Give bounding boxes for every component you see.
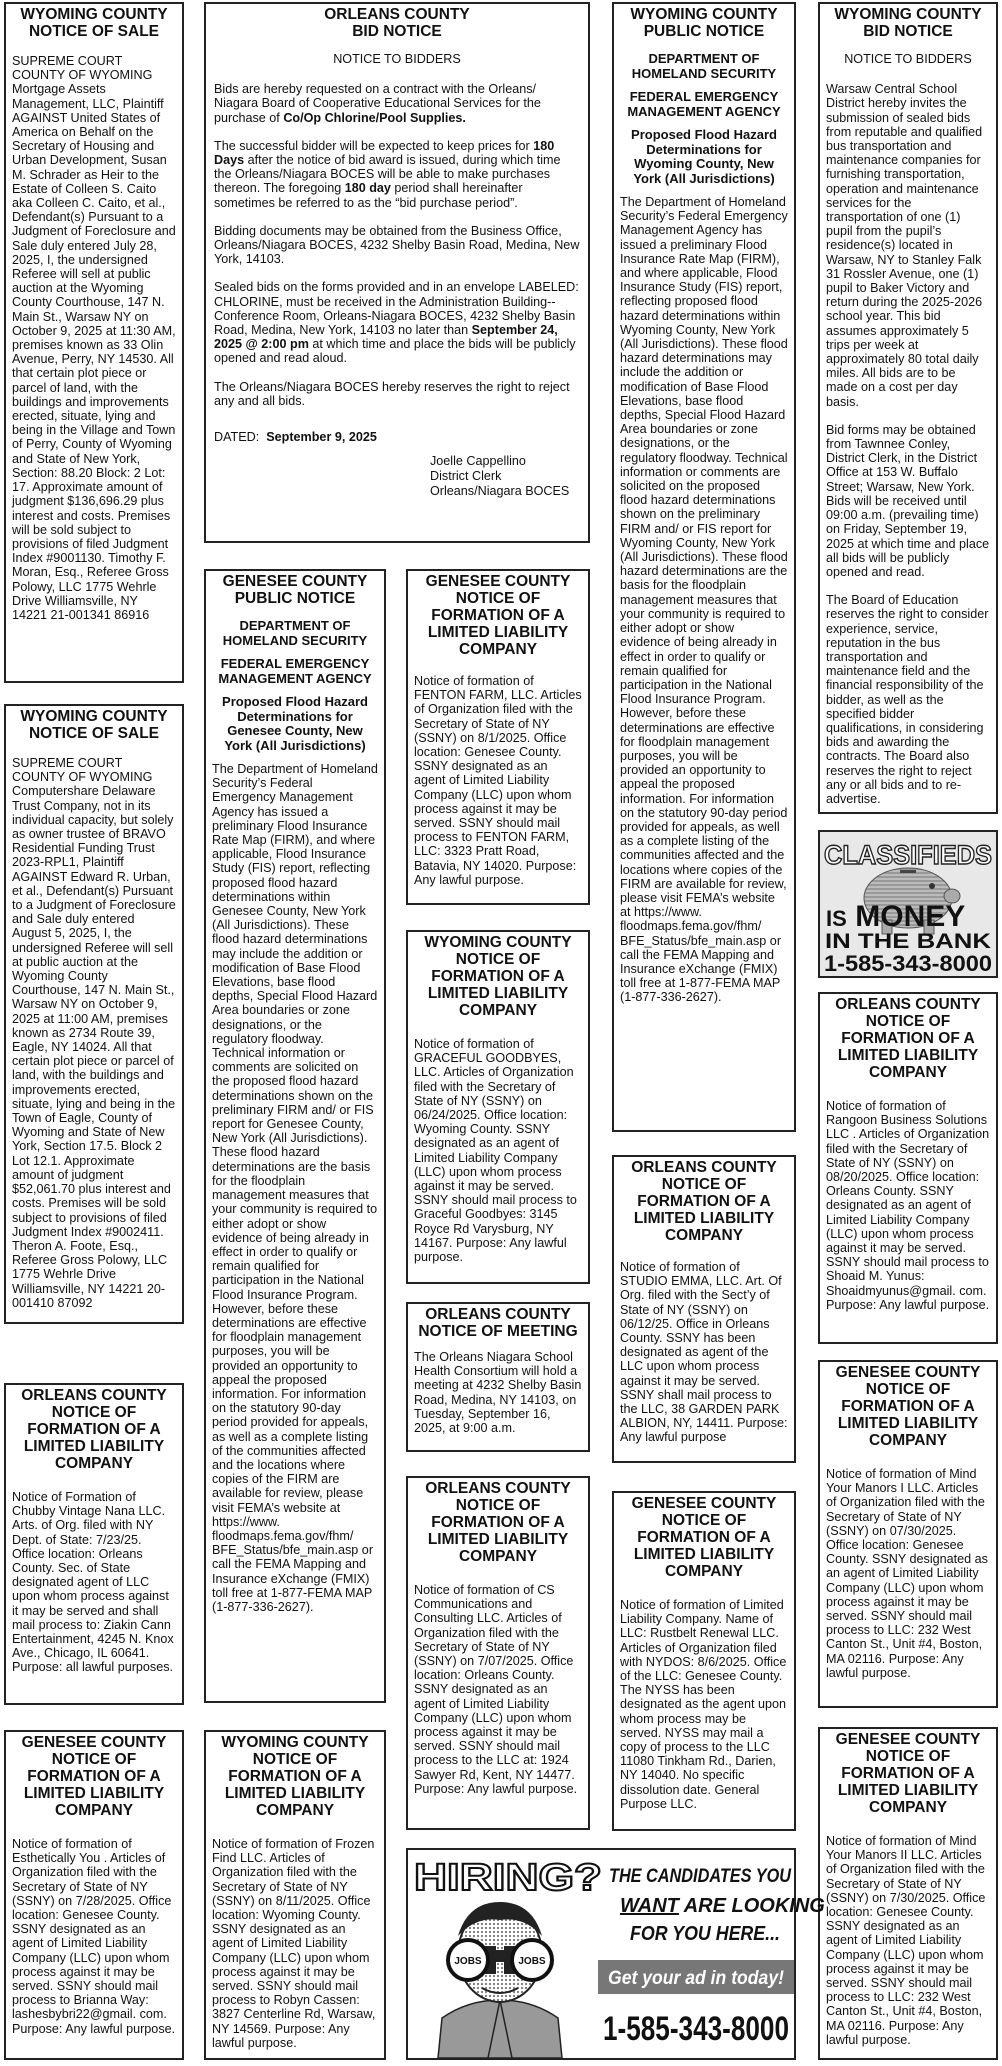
agency-subheading: FEDERAL EMERGENCY MANAGEMENT AGENCY <box>218 656 372 686</box>
notice-title: WYOMING COUNTY NOTICE OF SALE <box>20 6 168 40</box>
notice-body: The Orleans Niagara School Health Consortium will hold a meeting at 4232 Shelby Basin Road, Medina, NY 14103, on Tuesday, September 16, 2025, at 9:00 a.m. <box>414 1350 582 1436</box>
paragraph-1: Warsaw Central School District hereby invites the submission of sealed bids from reputable and qualified bus transportation and maintenance companies for furnishing transportation, operation and maintenance services for the transportation of one (1) pupil from the pupil’s residence(s) located in Warsaw, NY to Stanley Falk 31 Rossler Avenue, one (1) pupil to Baker Victory and return during the 2025-2026 school year. This bid assumes approximately 5 trips per week at approximately 80 total daily miles. All bids are to be made on a cost per day basis. <box>826 82 983 409</box>
tagline-line-3: FOR YOU HERE... <box>630 1923 780 1945</box>
notice-body: The Department of Homeland Security’s Federal Emergency Management Agency has issued a preliminary Flood Insurance Rate Map (FIRM), and where applicable, Flood Insurance Study (FIS) report, reflecting proposed flood hazard determinations within Genesee County, New York (All Jurisdictions). These flood hazard determinations may include the addition or modification of Base Flood Elevations, base flood depths, Special Flood Hazard Area boundaries or zone designations, or the regulatory floodway. Technical information or comments are solicited on the proposed flood hazard determinations shown on the preliminary FIRM and/ or FIS report for Genesee County, New York (All Jurisdictions). These flood hazard determinations are the basis for the floodplain management measures that your community is required to either adopt or show evidence of being already in effect in order to qualify or remain qualified for participation in the National Flood Insurance Program. However, before these determinations are effective for floodplain management purposes, you will be provided an opportunity to appeal the proposed information. For information on the statutory 90-day period provided for appeals, as well as a complete listing of the communities affected and the locations where copies of the FIRM are available for review, please visit FEMA’s website at https://www. floodmaps.fema.gov/fhm/ BFE_Status/bfe_main.asp or call the FEMA Mapping and Insurance eXchange (FMIX) toll free at 1-877-FEMA MAP (1-877-336-2627). <box>212 762 378 1614</box>
notice-body: Notice of formation of CS Communications and Consulting LLC. Articles of Organization filed with the Secretary of State of NY (SSNY) on 7/07/2025. Office location: Orleans County. SSNY designated as an agent of Limited Liability Company (LLC) upon whom process against it may be served. SSNY should mail process to the LLC at: 1924 Sawyer Rd, Kent, NY 14477. Purpose: Any lawful purpose. <box>414 1583 578 1796</box>
notice-title: ORLEANS COUNTY NOTICE OF FORMATION OF A LIMITED LIABILITY COMPANY <box>631 1159 777 1244</box>
notice-title: WYOMING COUNTY BID NOTICE <box>834 6 982 40</box>
notice-subject: Proposed Flood Hazard Determinations for Wyoming County, New York (All Jurisdictions) <box>631 127 777 186</box>
notice-body: Notice of formation of GRACEFUL GOODBYES, LLC. Articles of Organization filed with the Secretary of State of NY (SSNY) on 06/24/2025. Office location: Wyoming County. SSNY designated as an agent of Limited Liability Company (LLC) upon whom process against it may be served. SSNY should mail process to Graceful Goodbyes: 3145 Royce Rd Varysburg, NY 14167. Purpose: Any lawful purpose. <box>414 1037 577 1265</box>
notice-title: GENESEE COUNTY PUBLIC NOTICE <box>222 573 368 607</box>
notice-title: WYOMING COUNTY NOTICE OF FORMATION OF A LIMITED LIABILITY COMPANY <box>221 1734 369 1819</box>
notice-title: WYOMING COUNTY NOTICE OF FORMATION OF A LIMITED LIABILITY COMPANY <box>424 934 572 1019</box>
genesee-llc-mind-your-manors-i <box>818 1360 998 1708</box>
agency-heading: DEPARTMENT OF HOMELAND SECURITY <box>222 618 368 648</box>
notice-title: GENESEE COUNTY NOTICE OF FORMATION OF A LIMITED LIABILITY COMPANY <box>835 1731 981 1816</box>
notice-title: WYOMING COUNTY NOTICE OF SALE <box>20 708 168 742</box>
hiring-phone: 1-585-343-8000 <box>603 2010 789 2048</box>
dated-line: DATED: September 9, 2025 <box>214 430 377 445</box>
hiring-headline: HIRING? <box>414 1857 602 1899</box>
notice-title: GENESEE COUNTY NOTICE OF FORMATION OF A LIMITED LIABILITY COMPANY <box>631 1495 777 1580</box>
tagline-line-1: THE CANDIDATES YOU <box>609 1866 793 1887</box>
wyoming-notice-of-sale-1 <box>4 2 184 683</box>
orleans-llc-chubby-vintage-nana <box>4 1383 184 1705</box>
wyoming-flood-hazard-notice <box>612 2 796 1132</box>
genesee-llc-esthetically-you <box>4 1730 184 2060</box>
paragraph-2: Bid forms may be obtained from Tawnnee Conley, District Clerk, in the District Office at 153 W. Buffalo Street; Warsaw, New York. Bids will be received until 09:00 a.m. (prevailing time) on Friday, September 19, 2025 at which time and place all bids will be publicly opened and read. <box>826 422 990 579</box>
genesee-flood-hazard-notice <box>204 569 386 1703</box>
person-with-binoculars-illustration <box>438 1902 562 2058</box>
notice-body: The Department of Homeland Security’s Federal Emergency Management Agency has issued a preliminary Flood Insurance Rate Map (FIRM), and where applicable, Flood Insurance Study (FIS) report, reflecting proposed flood hazard determinations within Wyoming County, New York (All Jurisdictions). These flood hazard determinations may include the addition or modification of Base Flood Elevations, base flood depths, Special Flood Hazard Area boundaries or zone designations, or the regulatory floodway. Technical information or comments are solicited on the proposed flood hazard determinations shown on the preliminary FIRM and/ or FIS report for Wyoming County, New York (All Jurisdictions). These flood hazard determinations are the basis for the floodplain management measures that your community is required to either adopt or show evidence of being already in effect in order to qualify or remain qualified for participation in the National Flood Insurance Program. However, before these determinations are effective for floodplain management purposes, you will be provided an opportunity to appeal the proposed information. For information on the statutory 90-day period provided for appeals, as well as a complete listing of the communities affected and the locations where copies of the FIRM are available for review, please visit FEMA’s website at https://www. floodmaps.fema.gov/fhm/ BFE_Status/bfe_main.asp or call the FEMA Mapping and Insurance eXchange (FMIX) toll free at 1-877-FEMA MAP (1-877-336-2627). <box>620 195 788 1005</box>
orleans-llc-cs-communications <box>406 1476 590 1830</box>
paragraph-2: The successful bidder will be expected to keep prices for 180 Days after the notice of bid award is issued, during which time the Orleans/Niagara BOCES will be able to make purchases thereon. The foregoing 180 day period shall hereinafter sometimes be referred to as the “bid purchase period”. <box>214 138 561 210</box>
binocular-lens-label-right: JOBS <box>518 1956 546 1967</box>
orleans-llc-rangoon-business <box>818 992 998 1344</box>
notice-body: Notice of formation of FENTON FARM, LLC. Articles of Organization filed with the Secretary of State of NY (SSNY) on 8/1/2025. Office location: Genesee County. SSNY designated as an agent of Limited Liability Company (LLC) upon whom process against it may be served. SSNY should mail process to FENTON FARM, LLC: 3323 Pratt Road, Batavia, NY 14020. Purpose: Any lawful purpose. <box>414 674 582 887</box>
classifieds-word: CLASSIFIEDS <box>824 840 992 870</box>
classifieds-ad-graphic <box>820 832 996 976</box>
paragraph-5: The Orleans/Niagara BOCES hereby reserves the right to reject any and all bids. <box>214 379 570 408</box>
in-the-bank-line: IN THE BANK <box>825 930 991 953</box>
genesee-llc-rustbelt-renewal <box>612 1491 796 1831</box>
notice-body: Notice of formation of Mind Your Manors I LLC. Articles of Organization filed with the Secretary of State of NY (SSNY) on 07/30/2025. Office location: Genesee County. SSNY designated as an agent of Limited Liability Company (LLC) upon whom process against it may be served. SSNY should mail process to LLC: 232 West Canton St., Unit #4, Boston, MA 02116. Purpose: Any lawful purpose. <box>826 1467 988 1680</box>
notice-title: GENESEE COUNTY NOTICE OF FORMATION OF A LIMITED LIABILITY COMPANY <box>21 1734 167 1819</box>
notice-body: Notice of formation of Frozen Find LLC. Articles of Organization filed with the Secretary of State of NY (SSNY) on 8/11/2025. Office location: Wyoming County. SSNY designated as an agent of Limited Liability Company (LLC) upon whom process against it may be served. SSNY should mail process to Robyn Cassen: 3827 Centerline Rd, Warsaw, NY 14569. Purpose: Any lawful purpose. <box>212 1837 376 2050</box>
agency-heading: DEPARTMENT OF HOMELAND SECURITY <box>631 51 777 81</box>
orleans-llc-studio-emma <box>612 1155 796 1463</box>
get-your-ad-cta: Get your ad in today! <box>608 1968 784 1989</box>
notice-title: GENESEE COUNTY NOTICE OF FORMATION OF A LIMITED LIABILITY COMPANY <box>425 573 571 658</box>
orleans-bid-notice <box>204 2 590 543</box>
classifieds-money-ad <box>818 830 998 978</box>
notice-body: Notice of Formation of Chubby Vintage Nana LLC. Arts. of Org. filed with NY Dept. of State: 7/23/25. Office location: Orleans County. Sec. of State designated agent of LLC upon whom process against it may be served and shall mail process to: Ziakin Cann Entertainment, 4245 N. Knox Ave., Chicago, IL 60641. Purpose: all lawful purposes. <box>12 1490 174 1675</box>
notice-body: SUPREME COURT COUNTY OF WYOMING Mortgage Assets Management, LLC, Plaintiff AGAINST United States of America on Behalf on the Secretary of Housing and Urban Development, Susan M. Schrader as Heir to the Estate of Colleen S. Caito aka Colleen C. Caito, et al., Defendant(s) Pursuant to a Judgment of Foreclosure and Sale duly entered July 28, 2025, I, the undersigned Referee will sell at public auction at the Wyoming County Courthouse, 147 N. Main St., Warsaw NY on October 9, 2025 at 11:30 AM, premises known as 33 Olin Avenue, Perry, NY 14530. All that certain plot piece or parcel of land, with the buildings and improvements erected, situate, lying and being in the Village and Town of Perry, County of Wyoming and State of New York, Section: 88.20 Block: 2 Lot: 17. Approximate amount of judgment $136,696.29 plus interest and costs. Premises will be sold subject to provisions of filed Judgment Index #9001130. Timothy F. Moran, Esq., Referee Gross Polowy, LLC 1775 Wehrle Drive Williamsville, NY 14221 21-001341 86916 <box>12 54 176 622</box>
classifieds-phone: 1-585-343-8000 <box>824 951 992 976</box>
notice-body: Notice of formation of Mind Your Manors II LLC. Articles of Organization filed with the Secretary of State of NY (SSNY) on 7/30/2025. Office location: Genesee County. SSNY designated as an agent of Limited Liability Company (LLC) upon whom process against it may be served. SSNY should mail process to LLC: 232 West Canton St., Unit #4, Boston, MA 02116. Purpose: Any lawful purpose. <box>826 1834 986 2047</box>
wyoming-llc-graceful-goodbyes <box>406 930 590 1284</box>
wyoming-notice-of-sale-2 <box>4 704 184 1324</box>
notice-body: Notice of formation of Esthetically You . Articles of Organization filed with the Secretary of State of NY (SSNY) on 7/28/2025. Office location: Genesee County. SSNY designated as an agent of Limited Liability Company (LLC) upon whom process against it may be served. SSNY should mail process to Brianna Way: lashesbybri22@gmail. com. Purpose: Any lawful purpose. <box>12 1837 176 2036</box>
orleans-notice-of-meeting <box>406 1302 590 1452</box>
tagline-line-2: WANT ARE LOOKING <box>620 1895 825 1917</box>
notice-title: ORLEANS COUNTY NOTICE OF FORMATION OF A LIMITED LIABILITY COMPANY <box>835 996 981 1081</box>
notice-title: WYOMING COUNTY PUBLIC NOTICE <box>630 6 778 40</box>
wyoming-llc-frozen-find <box>204 1730 386 2060</box>
notice-title: ORLEANS COUNTY NOTICE OF FORMATION OF A LIMITED LIABILITY COMPANY <box>21 1387 167 1472</box>
notice-body <box>214 52 580 499</box>
notice-body: Notice of formation of Rangoon Business Solutions LLC . Articles of Organization filed with the Secretary of State of NY (SSNY) on 08/20/2025. Office location: Orleans County. SSNY designated as an agent of Limited Liability Company (LLC) upon whom process against it may be served. SSNY should mail process to Shoaid M. Yunus: Shoaidmyunus@gmail. com. Purpose: Any lawful purpose. <box>826 1099 990 1312</box>
notice-title: ORLEANS COUNTY BID NOTICE <box>324 6 470 40</box>
notice-subheading: NOTICE TO BIDDERS <box>333 52 461 66</box>
notice-title: ORLEANS COUNTY NOTICE OF FORMATION OF A LIMITED LIABILITY COMPANY <box>425 1480 571 1565</box>
paragraph-1: Bids are hereby requested on a contract with the Orleans/ Niagara Board of Cooperative Educational Services for the purchase of Co/Op Chlorine/Pool Supplies. <box>214 82 541 125</box>
binocular-lens-label-left: JOBS <box>454 1956 482 1967</box>
paragraph-3: The Board of Education reserves the right to consider experience, service, reputation in the bus transportation and maintenance field and the financial responsibility of the bidder, as well as the specified bidder qualifications, in considering bids and awarding the contracts. The Board also reserves the right to reject any or all bids and to re-advertise. <box>826 593 989 806</box>
is-money-line: IS MONEY <box>826 900 966 933</box>
genesee-llc-fenton-farm <box>406 569 590 905</box>
notice-subheading: NOTICE TO BIDDERS <box>844 52 972 66</box>
hiring-ad <box>406 1848 825 2060</box>
paragraph-3: Bidding documents may be obtained from the Business Office, Orleans/Niagara BOCES, 4232 Shelby Basin Road, Medina, New York, 14103. <box>214 223 580 267</box>
hiring-ad-graphic <box>408 1850 825 2058</box>
notice-body: Notice of formation of STUDIO EMMA, LLC. Art. Of Org. filed with the Sect’y of State of NY (SSNY) on 06/12/25. Office in Orleans County. SSNY has been designated as agent of the LLC upon whom process against it may be served. SSNY shall mail process to the LLC, 38 GARDEN PARK ALBION, NY, 14411. Purpose: Any lawful purpose <box>620 1260 788 1445</box>
notice-title: ORLEANS COUNTY NOTICE OF MEETING <box>418 1306 578 1340</box>
signature-block: Joelle Cappellino District Clerk Orleans/Niagara BOCES <box>430 454 570 499</box>
notice-body: SUPREME COURT COUNTY OF WYOMING Computershare Delaware Trust Company, not in its individual capacity, but solely as owner trustee of BRAVO Residential Funding Trust 2023-RPL1, Plaintiff AGAINST Edward R. Urban, et al., Defendant(s) Pursuant to a Judgment of Foreclosure and Sale duly entered August 5, 2025, I, the undersigned Referee will sell at public auction at the Wyoming County Courthouse, 147 N. Main St., Warsaw NY on October 9, 2025 at 11:00 AM, premises known as 2734 Route 39, Eagle, NY 14024. All that certain plot piece or parcel of land, with the buildings and improvements erected, situate, lying and being in the Town of Eagle, County of Wyoming and State of New York, Section 17.5. Block 2 Lot 12.1. Approximate amount of judgment $52,061.70 plus interest and costs. Premises will be sold subject to provisions of filed Judgment Index #9002411. Theron A. Foote, Esq., Referee Gross Polowy, LLC 1775 Wehrle Drive Williamsville, NY 14221 20-001410 87092 <box>12 756 176 1310</box>
notice-body: Notice of formation of Limited Liability Company. Name of LLC: Rustbelt Renewal LLC. Articles of Organization filed with NYDOS: 8/6/2025. Office of the LLC: Genesee County. The NYSS has been designated as the agent upon whom process may be served. NYSS may mail a copy of process to the LLC 11080 Tinkham Rd., Darien, NY 14040. No specific dissolution date. General Purpose LLC. <box>620 1598 787 1811</box>
genesee-llc-mind-your-manors-ii <box>818 1727 998 2060</box>
paragraph-4: Sealed bids on the forms provided and in an envelope LABELED: CHLORINE, must be received in the Administration Building--Conference Room, Orleans-Niagara BOCES, 4232 Shelby Basin Road, Medina, New York, 14103 no later than September 24, 2025 @ 2:00 pm at which time and place the bids will be publicly opened and read aloud. <box>214 280 579 366</box>
agency-subheading: FEDERAL EMERGENCY MANAGEMENT AGENCY <box>627 89 781 119</box>
notice-title: GENESEE COUNTY NOTICE OF FORMATION OF A LIMITED LIABILITY COMPANY <box>835 1364 981 1449</box>
notice-subject: Proposed Flood Hazard Determinations for Genesee County, New York (All Jurisdictions) <box>222 694 368 753</box>
wyoming-bid-notice <box>818 2 998 814</box>
notice-body <box>826 52 990 806</box>
